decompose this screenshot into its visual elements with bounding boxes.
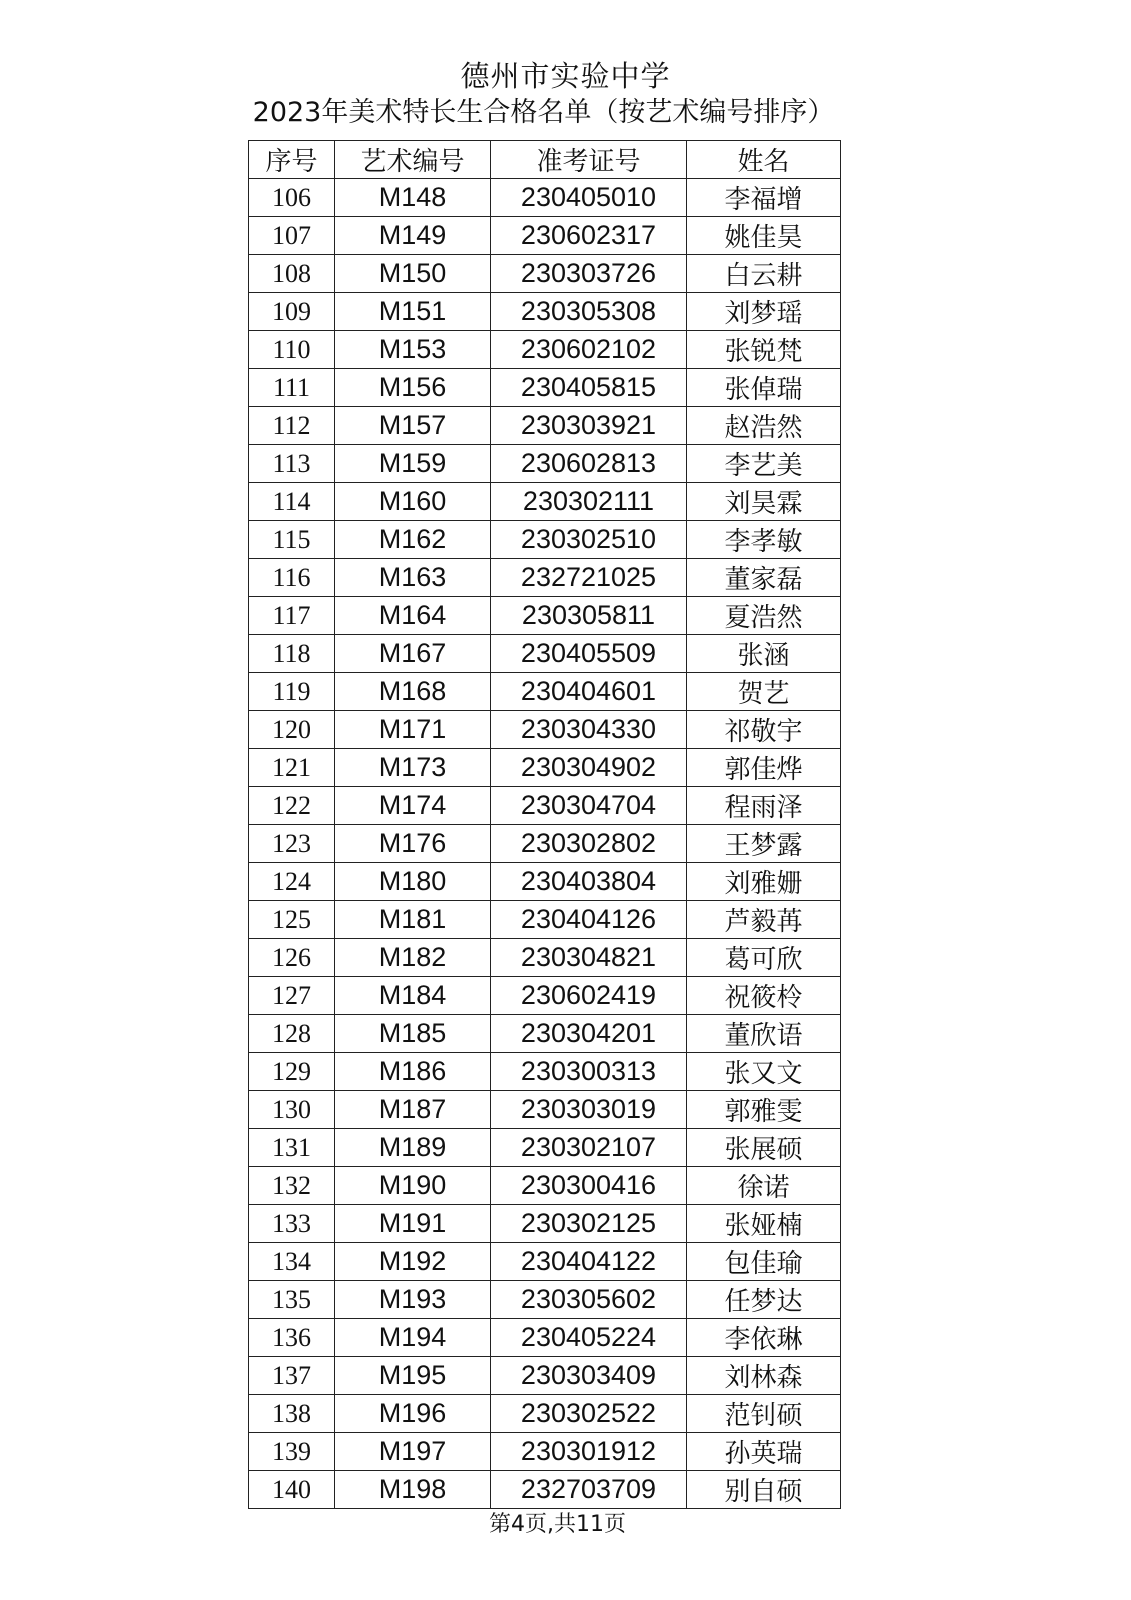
cell-exam-no: 232703709 (491, 1471, 687, 1509)
cell-art-code: M196 (335, 1395, 491, 1433)
table-row (249, 597, 841, 635)
cell-seq: 128 (249, 1015, 335, 1053)
cell-name: 葛可欣 (687, 939, 841, 977)
cell-name: 徐诺 (687, 1167, 841, 1205)
cell-name: 李依琳 (687, 1319, 841, 1357)
cell-art-code: M163 (335, 559, 491, 597)
cell-exam-no: 230602419 (491, 977, 687, 1015)
cell-exam-no: 230303019 (491, 1091, 687, 1129)
cell-name: 李孝敏 (687, 521, 841, 559)
cell-name: 刘昊霖 (687, 483, 841, 521)
cell-seq: 138 (249, 1395, 335, 1433)
cell-name: 范钊硕 (687, 1395, 841, 1433)
table-row (249, 939, 841, 977)
cell-name: 李艺美 (687, 445, 841, 483)
table-row (249, 483, 841, 521)
cell-seq: 129 (249, 1053, 335, 1091)
table-row (249, 217, 841, 255)
cell-seq: 119 (249, 673, 335, 711)
cell-exam-no: 232721025 (491, 559, 687, 597)
cell-name: 贺艺 (687, 673, 841, 711)
cell-art-code: M189 (335, 1129, 491, 1167)
cell-name: 别自硕 (687, 1471, 841, 1509)
cell-seq: 130 (249, 1091, 335, 1129)
cell-seq: 131 (249, 1129, 335, 1167)
cell-art-code: M151 (335, 293, 491, 331)
cell-exam-no: 230305602 (491, 1281, 687, 1319)
cell-seq: 124 (249, 863, 335, 901)
school-title: 德州市实验中学 (460, 59, 671, 93)
table-row (249, 1205, 841, 1243)
cell-seq: 132 (249, 1167, 335, 1205)
cell-name: 刘雅姗 (687, 863, 841, 901)
cell-seq: 113 (249, 445, 335, 483)
cell-art-code: M160 (335, 483, 491, 521)
cell-seq: 110 (249, 331, 335, 369)
cell-seq: 108 (249, 255, 335, 293)
cell-seq: 121 (249, 749, 335, 787)
cell-seq: 135 (249, 1281, 335, 1319)
cell-exam-no: 230302125 (491, 1205, 687, 1243)
table-row (249, 901, 841, 939)
table-row (249, 977, 841, 1015)
table-row (249, 1471, 841, 1509)
cell-art-code: M174 (335, 787, 491, 825)
cell-name: 张锐梵 (687, 331, 841, 369)
cell-name: 张倬瑞 (687, 369, 841, 407)
table-row (249, 369, 841, 407)
cell-art-code: M150 (335, 255, 491, 293)
table-row (249, 787, 841, 825)
cell-seq: 106 (249, 179, 335, 217)
cell-seq: 117 (249, 597, 335, 635)
cell-name: 刘林森 (687, 1357, 841, 1395)
cell-art-code: M168 (335, 673, 491, 711)
table-row (249, 255, 841, 293)
cell-art-code: M185 (335, 1015, 491, 1053)
table-row (249, 1167, 841, 1205)
qualified-students-table (248, 140, 841, 1509)
cell-exam-no: 230302522 (491, 1395, 687, 1433)
table-row (249, 1015, 841, 1053)
cell-art-code: M190 (335, 1167, 491, 1205)
cell-exam-no: 230300416 (491, 1167, 687, 1205)
cell-name: 姚佳昊 (687, 217, 841, 255)
cell-art-code: M194 (335, 1319, 491, 1357)
table-row (249, 559, 841, 597)
cell-name: 包佳瑜 (687, 1243, 841, 1281)
cell-art-code: M180 (335, 863, 491, 901)
table-row (249, 1357, 841, 1395)
table-row (249, 635, 841, 673)
table-row (249, 1281, 841, 1319)
cell-exam-no: 230405224 (491, 1319, 687, 1357)
cell-exam-no: 230405815 (491, 369, 687, 407)
cell-exam-no: 230405010 (491, 179, 687, 217)
cell-seq: 111 (249, 369, 335, 407)
cell-exam-no: 230404122 (491, 1243, 687, 1281)
cell-exam-no: 230305308 (491, 293, 687, 331)
cell-art-code: M193 (335, 1281, 491, 1319)
header-name: 姓名 (687, 141, 841, 179)
cell-seq: 112 (249, 407, 335, 445)
cell-art-code: M167 (335, 635, 491, 673)
cell-exam-no: 230303726 (491, 255, 687, 293)
table-row (249, 179, 841, 217)
cell-exam-no: 230302510 (491, 521, 687, 559)
cell-name: 王梦露 (687, 825, 841, 863)
table-row (249, 1129, 841, 1167)
cell-art-code: M156 (335, 369, 491, 407)
table-row (249, 1319, 841, 1357)
table-header-row (249, 141, 841, 179)
cell-exam-no: 230302107 (491, 1129, 687, 1167)
cell-exam-no: 230602102 (491, 331, 687, 369)
cell-exam-no: 230405509 (491, 635, 687, 673)
cell-exam-no: 230301912 (491, 1433, 687, 1471)
cell-name: 芦毅苒 (687, 901, 841, 939)
table-row (249, 1091, 841, 1129)
cell-name: 祁敬宇 (687, 711, 841, 749)
cell-name: 郭佳烨 (687, 749, 841, 787)
list-title: 2023年美术特长生合格名单（按艺术编号排序） (252, 97, 835, 128)
table-row (249, 825, 841, 863)
cell-seq: 136 (249, 1319, 335, 1357)
cell-art-code: M171 (335, 711, 491, 749)
cell-art-code: M187 (335, 1091, 491, 1129)
table-row (249, 711, 841, 749)
table-row (249, 863, 841, 901)
cell-exam-no: 230303409 (491, 1357, 687, 1395)
cell-seq: 127 (249, 977, 335, 1015)
cell-exam-no: 230602813 (491, 445, 687, 483)
cell-art-code: M197 (335, 1433, 491, 1471)
cell-art-code: M182 (335, 939, 491, 977)
cell-seq: 139 (249, 1433, 335, 1471)
cell-exam-no: 230303921 (491, 407, 687, 445)
cell-seq: 107 (249, 217, 335, 255)
cell-name: 任梦达 (687, 1281, 841, 1319)
cell-seq: 126 (249, 939, 335, 977)
cell-art-code: M195 (335, 1357, 491, 1395)
cell-art-code: M157 (335, 407, 491, 445)
cell-seq: 116 (249, 559, 335, 597)
cell-seq: 134 (249, 1243, 335, 1281)
table-row (249, 331, 841, 369)
cell-seq: 114 (249, 483, 335, 521)
header-art-code: 艺术编号 (335, 141, 491, 179)
cell-art-code: M184 (335, 977, 491, 1015)
cell-name: 张又文 (687, 1053, 841, 1091)
table-row (249, 445, 841, 483)
cell-exam-no: 230404601 (491, 673, 687, 711)
table-row (249, 407, 841, 445)
cell-seq: 120 (249, 711, 335, 749)
cell-name: 夏浩然 (687, 597, 841, 635)
table-row (249, 1433, 841, 1471)
table-row (249, 293, 841, 331)
cell-exam-no: 230404126 (491, 901, 687, 939)
cell-name: 张娅楠 (687, 1205, 841, 1243)
cell-exam-no: 230602317 (491, 217, 687, 255)
cell-exam-no: 230304704 (491, 787, 687, 825)
table-row (249, 1395, 841, 1433)
cell-exam-no: 230300313 (491, 1053, 687, 1091)
table-row (249, 673, 841, 711)
cell-name: 张涵 (687, 635, 841, 673)
cell-exam-no: 230302802 (491, 825, 687, 863)
cell-art-code: M191 (335, 1205, 491, 1243)
cell-art-code: M198 (335, 1471, 491, 1509)
table-row (249, 1053, 841, 1091)
cell-seq: 118 (249, 635, 335, 673)
cell-exam-no: 230403804 (491, 863, 687, 901)
cell-exam-no: 230304330 (491, 711, 687, 749)
table-body (249, 179, 841, 1509)
cell-exam-no: 230304902 (491, 749, 687, 787)
cell-exam-no: 230305811 (491, 597, 687, 635)
table-row (249, 521, 841, 559)
cell-name: 郭雅雯 (687, 1091, 841, 1129)
cell-name: 祝筱柃 (687, 977, 841, 1015)
cell-seq: 137 (249, 1357, 335, 1395)
header-seq: 序号 (249, 141, 335, 179)
cell-seq: 123 (249, 825, 335, 863)
cell-name: 孙英瑞 (687, 1433, 841, 1471)
cell-art-code: M148 (335, 179, 491, 217)
cell-exam-no: 230304821 (491, 939, 687, 977)
table-row (249, 1243, 841, 1281)
cell-name: 张展硕 (687, 1129, 841, 1167)
cell-exam-no: 230302111 (491, 483, 687, 521)
table-row (249, 749, 841, 787)
cell-art-code: M153 (335, 331, 491, 369)
cell-exam-no: 230304201 (491, 1015, 687, 1053)
cell-name: 白云耕 (687, 255, 841, 293)
cell-seq: 122 (249, 787, 335, 825)
cell-seq: 125 (249, 901, 335, 939)
cell-name: 赵浩然 (687, 407, 841, 445)
cell-name: 程雨泽 (687, 787, 841, 825)
cell-art-code: M159 (335, 445, 491, 483)
cell-art-code: M149 (335, 217, 491, 255)
cell-art-code: M192 (335, 1243, 491, 1281)
cell-seq: 115 (249, 521, 335, 559)
cell-name: 董欣语 (687, 1015, 841, 1053)
cell-art-code: M162 (335, 521, 491, 559)
cell-art-code: M186 (335, 1053, 491, 1091)
cell-art-code: M176 (335, 825, 491, 863)
cell-name: 李福增 (687, 179, 841, 217)
cell-seq: 140 (249, 1471, 335, 1509)
cell-seq: 109 (249, 293, 335, 331)
cell-name: 董家磊 (687, 559, 841, 597)
page-number: 第4页,共11页 (489, 1512, 626, 1537)
cell-art-code: M164 (335, 597, 491, 635)
cell-seq: 133 (249, 1205, 335, 1243)
cell-art-code: M181 (335, 901, 491, 939)
header-exam-no: 准考证号 (491, 141, 687, 179)
cell-art-code: M173 (335, 749, 491, 787)
cell-name: 刘梦瑶 (687, 293, 841, 331)
